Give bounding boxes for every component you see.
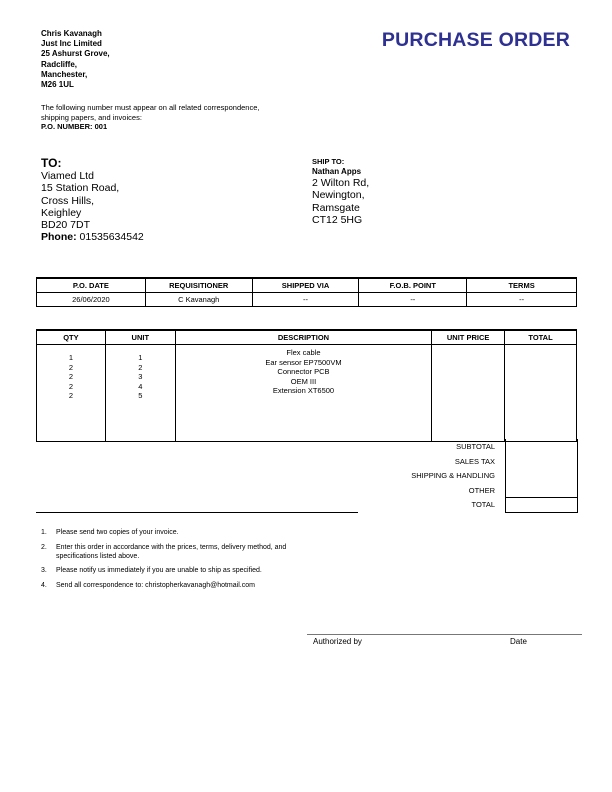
- unit-cell: 2: [138, 362, 143, 372]
- po-notice-text: The following number must appear on all related correspondence, shipping papers, and invoices:: [41, 103, 260, 122]
- fob-point-value: --: [359, 293, 467, 307]
- ship-to-street: 2 Wilton Rd,: [312, 177, 370, 189]
- qty-cell: 2: [68, 362, 74, 372]
- sender-postcode: M26 1UL: [41, 80, 74, 90]
- phone-label: Phone:: [41, 231, 77, 244]
- ship-to-postcode: CT12 5HG: [312, 213, 363, 226]
- document-title: PURCHASE ORDER: [381, 29, 570, 51]
- vendor-name: Viamed Ltd: [41, 170, 94, 182]
- total-divider: [506, 497, 577, 498]
- po-date-value: 26/06/2020: [37, 293, 146, 307]
- description-cell: Flex cable: [286, 348, 321, 357]
- instruction-text: Please send two copies of your invoice.: [56, 529, 179, 536]
- requisitioner-value: C Kavanagh: [145, 293, 252, 307]
- date-label: Date: [510, 637, 527, 646]
- po-number: P.O. NUMBER: 001: [41, 122, 108, 132]
- sales-tax-label: SALES TAX: [454, 456, 495, 466]
- unit-price-header: UNIT PRICE: [432, 330, 505, 345]
- instruction-item: [41, 529, 296, 538]
- signature-line: [307, 634, 582, 635]
- unit-header: UNIT: [105, 330, 175, 345]
- ship-to-heading: SHIP TO:: [312, 157, 345, 166]
- sender-company: Just Inc Limited: [41, 39, 102, 49]
- qty-header: QTY: [37, 330, 106, 345]
- shipped-via-header: SHIPPED VIA: [252, 278, 359, 293]
- unit-cell: 4: [138, 381, 143, 391]
- unit-column: [105, 345, 175, 442]
- ship-to-address: [312, 157, 369, 226]
- instruction-item: [41, 544, 296, 562]
- vendor-street: 15 Station Road,: [41, 182, 120, 195]
- vendor-phone: [41, 231, 144, 243]
- shipping-handling-label: SHIPPING & HANDLING: [411, 471, 495, 481]
- other-label: OTHER: [468, 485, 495, 495]
- qty-cell: 1: [68, 353, 74, 362]
- sender-address: [41, 29, 110, 90]
- instruction-item: [41, 582, 296, 591]
- requisitioner-header: REQUISITIONER: [145, 278, 252, 293]
- po-date-header: P.O. DATE: [37, 278, 146, 293]
- to-heading: TO:: [41, 156, 62, 170]
- summary-labels: [380, 440, 495, 513]
- instruction-text: Please notify us immediately if you are unable to ship as specified.: [56, 567, 262, 575]
- vendor-town: Keighley: [41, 206, 82, 219]
- qty-cell: 2: [68, 372, 74, 382]
- shipped-via-value: --: [252, 293, 359, 307]
- po-notice: [41, 103, 261, 132]
- terms-value: --: [467, 293, 577, 307]
- description-cell: Connector PCB: [277, 367, 330, 377]
- instruction-number: 4.: [41, 582, 47, 590]
- unit-cell: 5: [138, 391, 143, 401]
- qty-cell: 2: [68, 391, 74, 401]
- sender-street: 25 Ashurst Grove,: [41, 49, 110, 59]
- section-divider: [36, 512, 358, 513]
- authorized-by-label: Authorized by: [313, 637, 362, 646]
- line-items-body-row: [37, 345, 577, 442]
- vendor-address: [41, 156, 144, 244]
- total-label: TOTAL: [471, 500, 495, 510]
- ship-to-town: Ramsgate: [312, 201, 360, 214]
- qty-column: [37, 345, 106, 442]
- sender-name: Chris Kavanagh: [41, 29, 102, 38]
- qty-cell: 2: [68, 381, 74, 391]
- unit-cell: 1: [138, 353, 143, 362]
- instruction-text: Send all correspondence to: christopherkavanagh@hotmail.com: [56, 582, 255, 590]
- instructions-list: [41, 529, 296, 597]
- sender-city: Manchester,: [41, 69, 88, 79]
- unit-cell: 3: [138, 372, 143, 382]
- instruction-number: 2.: [41, 543, 47, 551]
- order-info-table: [36, 277, 577, 307]
- total-header: TOTAL: [505, 330, 577, 345]
- description-cell: Extension XT6500: [272, 386, 335, 396]
- vendor-area: Cross Hills,: [41, 194, 95, 207]
- description-header: DESCRIPTION: [175, 330, 431, 345]
- unit-price-column: [432, 345, 505, 442]
- line-items-table: [36, 329, 577, 442]
- terms-header: TERMS: [467, 278, 577, 293]
- phone-number: 01535634542: [79, 231, 144, 244]
- description-cell: Ear sensor EP7500VM: [265, 357, 342, 367]
- order-info-row: [37, 293, 577, 307]
- line-items-header-row: [37, 330, 577, 345]
- description-cell: OEM III: [290, 376, 317, 386]
- ship-to-name: Nathan Apps: [312, 166, 362, 176]
- vendor-postcode: BD20 7DT: [41, 219, 91, 232]
- description-column: [175, 345, 431, 442]
- instruction-number: 3.: [41, 567, 47, 575]
- sender-town: Radcliffe,: [41, 59, 78, 69]
- order-info-header-row: [37, 278, 577, 293]
- instruction-number: 1.: [41, 529, 47, 536]
- subtotal-label: SUBTOTAL: [456, 442, 495, 451]
- total-column: [505, 345, 577, 442]
- summary-values-box: [505, 439, 578, 513]
- instruction-item: [41, 567, 296, 576]
- instruction-text: Enter this order in accordance with the prices, terms, delivery method, and specifications listed above.: [56, 543, 287, 560]
- fob-point-header: F.O.B. POINT: [359, 278, 467, 293]
- ship-to-area: Newington,: [312, 189, 365, 202]
